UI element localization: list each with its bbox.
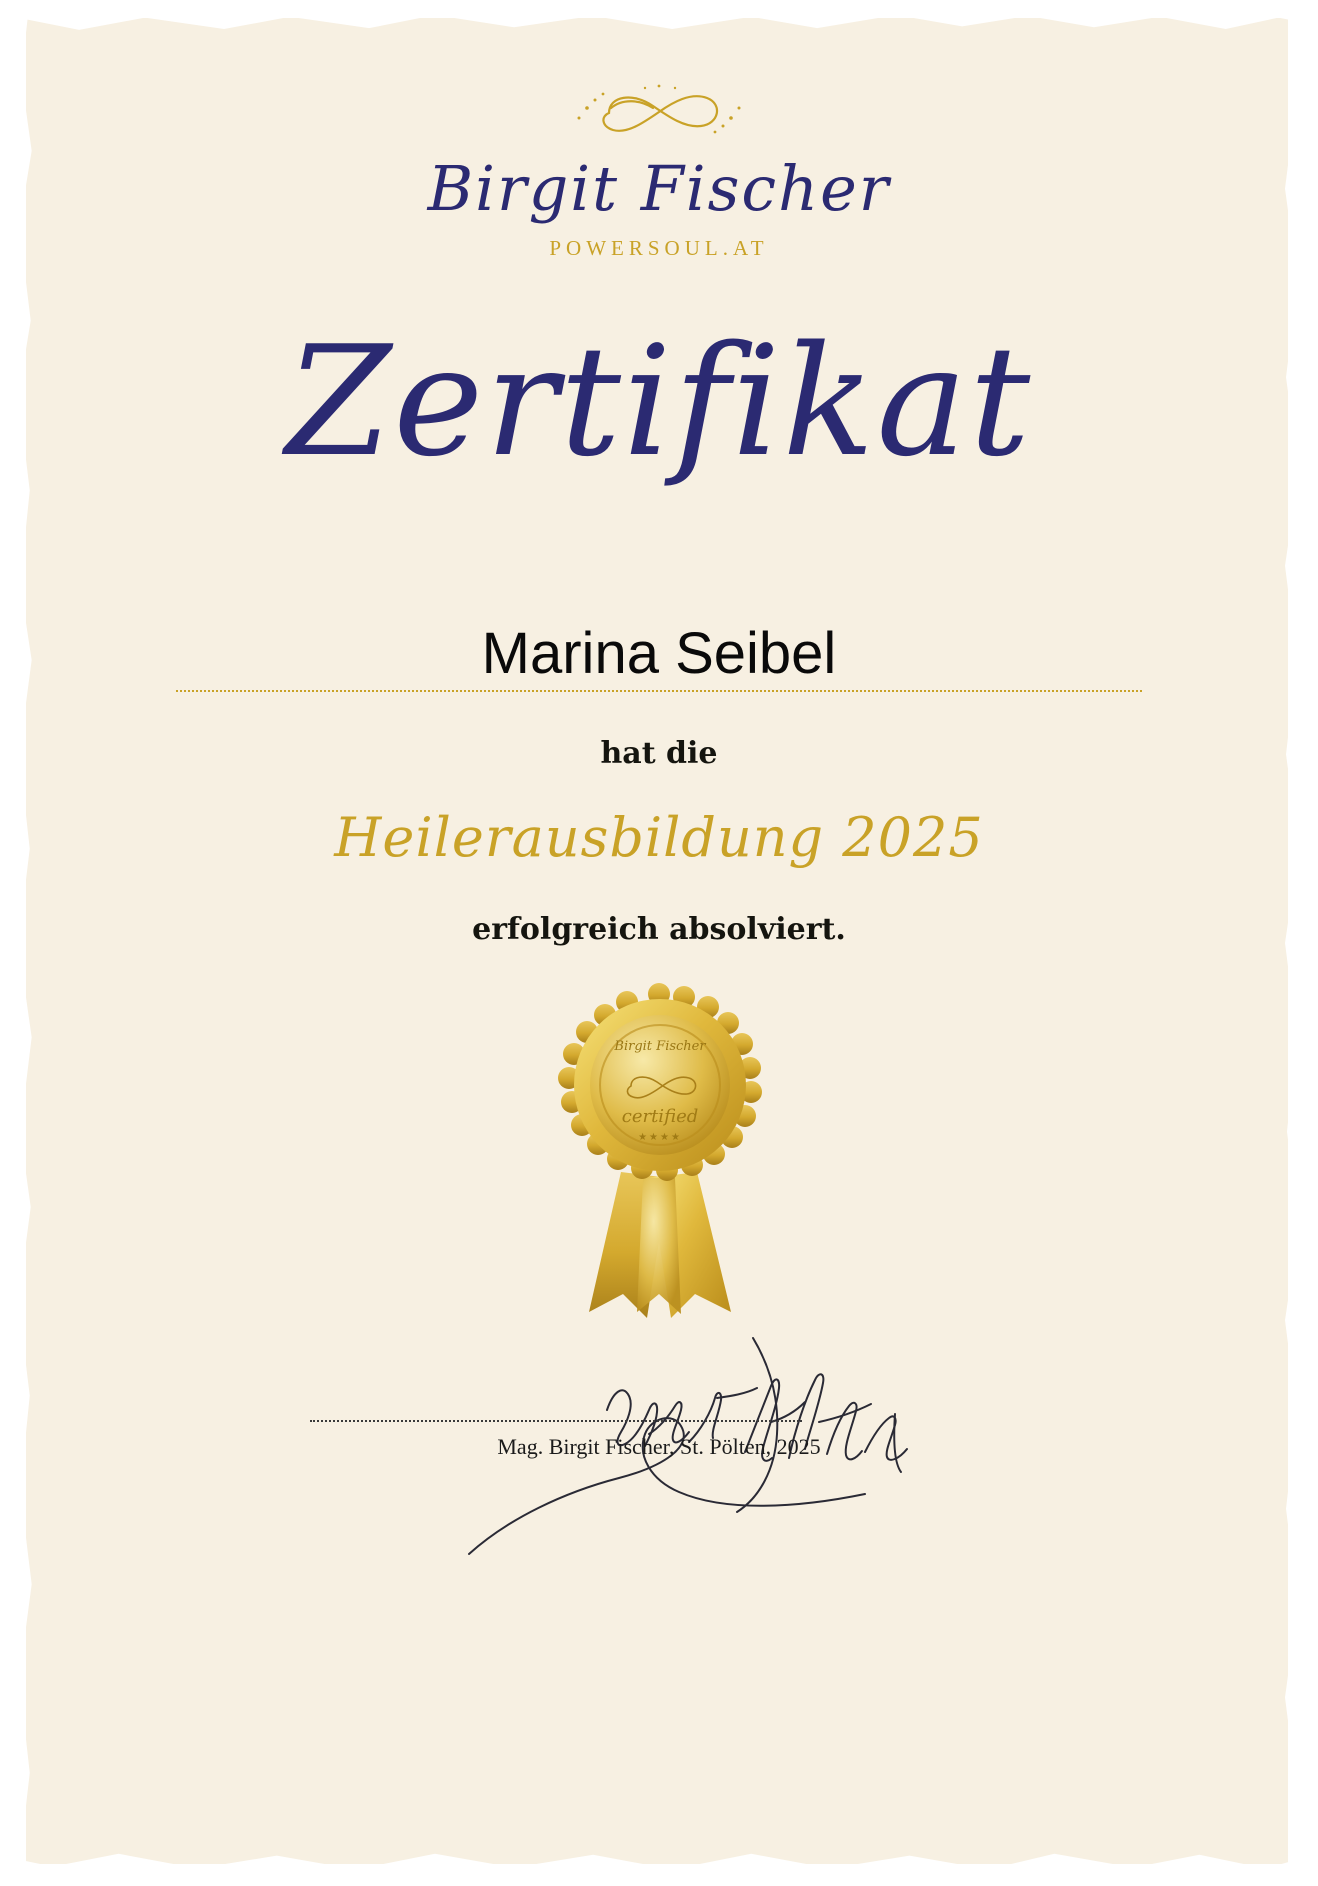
infinity-icon xyxy=(549,78,769,153)
signature-caption: Mag. Birgit Fischer, St. Pölten, 2025 xyxy=(497,1434,821,1459)
award-seal-icon xyxy=(519,982,799,1327)
recipient-name: Marina Seibel xyxy=(481,621,837,686)
recipient-underline xyxy=(176,690,1142,692)
seal-stars: ★★★★ xyxy=(638,1132,682,1143)
brand-name: Birgit Fischer xyxy=(427,152,891,225)
signature-underline xyxy=(310,1420,802,1422)
closing-line: erfolgreich absolviert. xyxy=(472,912,846,947)
seal-bottom-text: certified xyxy=(621,1106,699,1127)
page-title: Zertifikat xyxy=(285,313,1033,490)
course-name: Heilerausbildung 2025 xyxy=(334,806,984,869)
seal-top-text: Birgit Fischer xyxy=(614,1039,706,1054)
intro-line: hat die xyxy=(600,736,718,771)
brand-website: POWERSOUL.AT xyxy=(549,236,769,260)
